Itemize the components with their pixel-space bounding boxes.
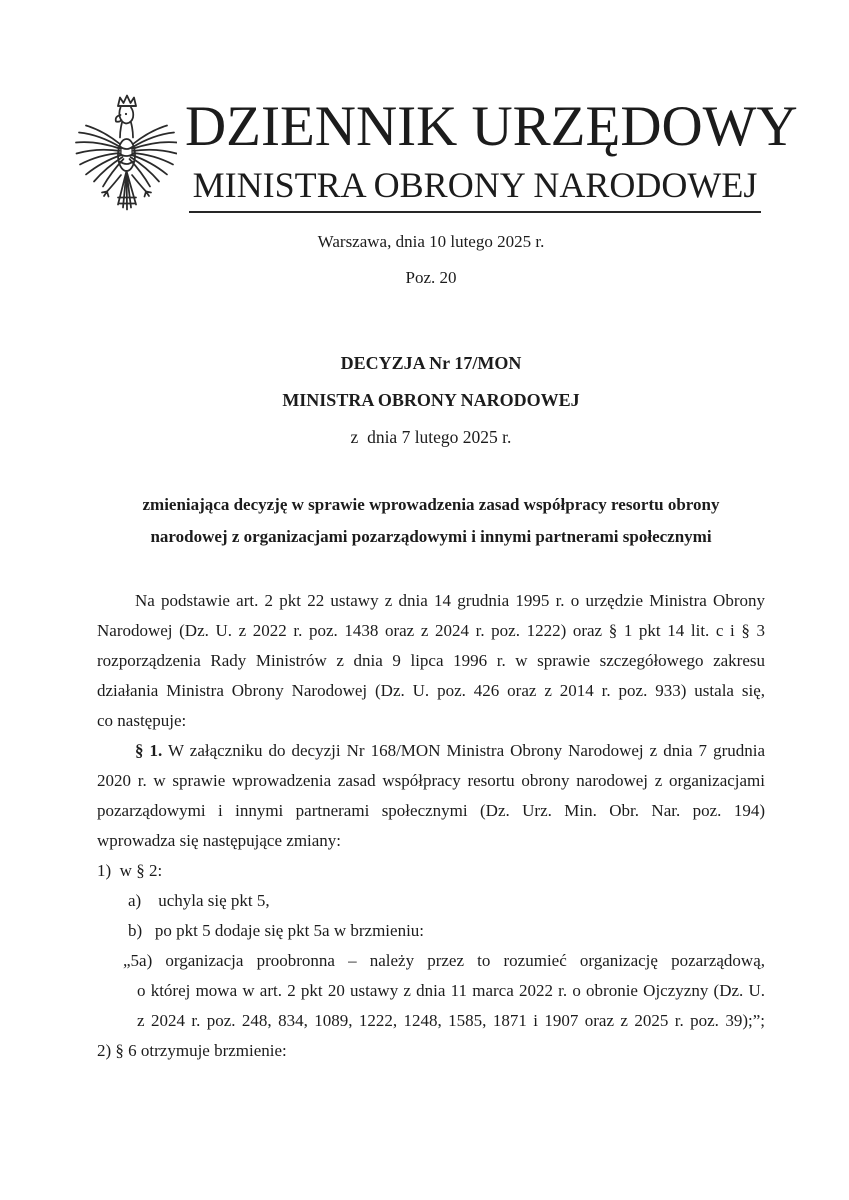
- journal-masthead: [185, 95, 798, 213]
- act-subject-line-2: narodowej z organizacjami pozarządowymi i innymi partnerami społecznymi: [150, 527, 712, 546]
- place-date-line: Warszawa, dnia 10 lutego 2025 r.: [317, 232, 545, 251]
- act-subject-line-1: zmieniająca decyzję w sprawie wprowadzenia zasad współpracy resortu obrony: [142, 495, 720, 514]
- act-title-number: DECYZJA Nr 17/MON: [340, 353, 522, 373]
- body-line: 2020 r. w sprawie wprowadzenia zasad współpracy resortu obrony narodowej z organizacjami: [97, 771, 765, 790]
- act-title-authority: MINISTRA OBRONY NARODOWEJ: [282, 390, 580, 410]
- body-line: z 2024 r. poz. 248, 834, 1089, 1222, 1248, 1585, 1871 i 1907 oraz z 2025 r. poz. 39);”;: [137, 1011, 765, 1030]
- body-line: rozporządzenia Rady Ministrów z dnia 9 lipca 1996 r. w sprawie szczegółowego zakresu: [97, 651, 765, 670]
- polish-eagle-icon: [72, 92, 177, 218]
- body-line: działania Ministra Obrony Narodowej (Dz. U. poz. 426 oraz z 2014 r. poz. 933) ustala się,: [97, 681, 765, 700]
- body-line: 2) § 6 otrzymuje brzmienie:: [97, 1041, 287, 1060]
- body-line: o której mowa w art. 2 pkt 20 ustawy z dnia 11 marca 2022 r. o obronie Ojczyzny (Dz. U.: [137, 981, 765, 1000]
- body-line: § 1. W załączniku do decyzji Nr 168/MON Ministra Obrony Narodowej z dnia 7 grudnia: [135, 741, 765, 760]
- body-line: 1) w § 2:: [97, 861, 163, 880]
- body-line: Narodowej (Dz. U. z 2022 r. poz. 1438 oraz z 2024 r. poz. 1222) oraz § 1 pkt 14 lit. c i § 3: [97, 621, 765, 640]
- masthead-rule: [189, 211, 761, 213]
- body-line: pozarządowymi i innymi partnerami społecznymi (Dz. Urz. Min. Obr. Nar. poz. 194): [97, 801, 765, 820]
- body-line: wprowadza się następujące zmiany:: [97, 831, 342, 850]
- body-line: co następuje:: [97, 711, 187, 730]
- position-number: Poz. 20: [405, 268, 457, 287]
- body-lines: [97, 586, 765, 1066]
- act-date-line: z dnia 7 lutego 2025 r.: [350, 427, 512, 447]
- journal-title: DZIENNIK URZĘDOWY: [185, 95, 798, 158]
- body-line: Na podstawie art. 2 pkt 22 ustawy z dnia 14 grudnia 1995 r. o urzędzie Ministra Obrony: [135, 591, 765, 610]
- body-line: „5a) organizacja proobronna – należy przez to rozumieć organizację pozarządową,: [123, 951, 765, 970]
- body-line: b) po pkt 5 dodaje się pkt 5a w brzmieniu:: [128, 921, 425, 940]
- body-line: a) uchyla się pkt 5,: [128, 891, 270, 910]
- journal-subtitle: MINISTRA OBRONY NARODOWEJ: [192, 165, 758, 205]
